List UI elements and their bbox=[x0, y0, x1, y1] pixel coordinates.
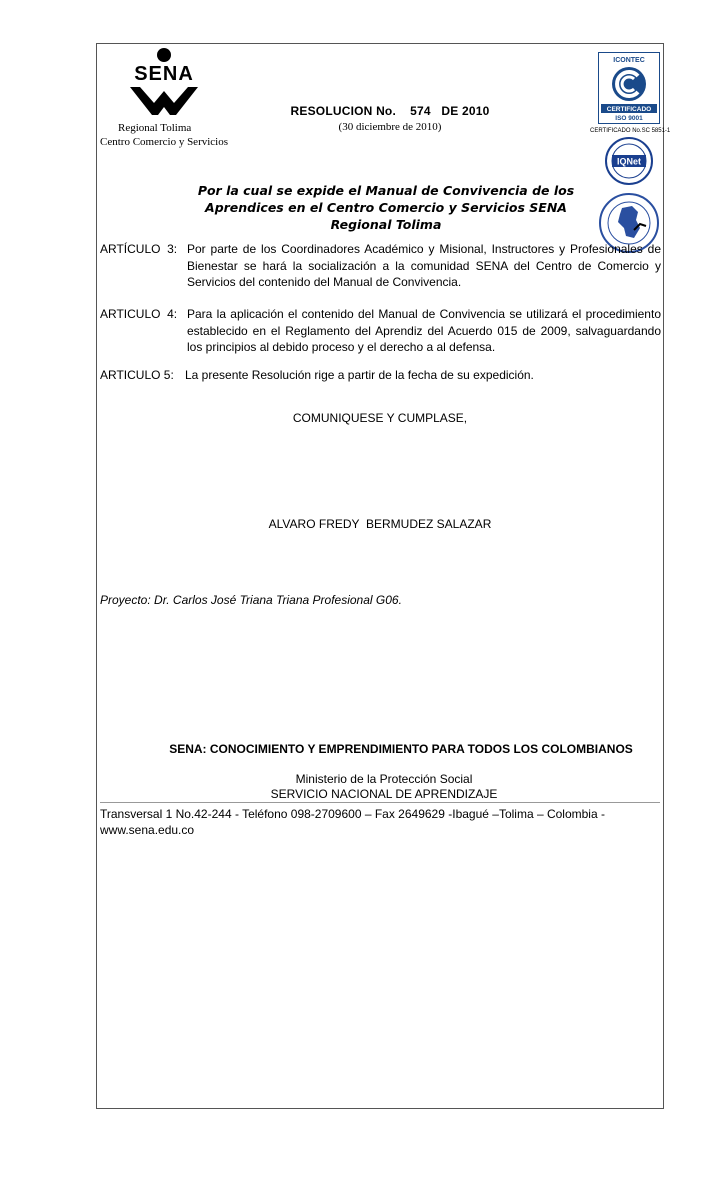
footer-institution bbox=[96, 772, 664, 802]
regional-block bbox=[100, 121, 240, 149]
svg-text:IQNet: IQNet bbox=[616, 156, 642, 167]
iqnet-logo-icon bbox=[600, 136, 658, 186]
svg-text:ICONTEC: ICONTEC bbox=[613, 57, 645, 64]
sena-logo-icon bbox=[124, 47, 204, 119]
article-label: ARTICULO 4: bbox=[100, 307, 178, 321]
resolution-subject bbox=[176, 182, 596, 233]
regional-label: Regional Tolima bbox=[118, 122, 192, 134]
ministerio-label: Ministerio de la Protección Social bbox=[295, 772, 473, 786]
article-4 bbox=[100, 306, 661, 356]
signer-name: ALVARO FREDY BERMUDEZ SALAZAR bbox=[268, 517, 492, 531]
prepared-by: Proyecto: Dr. Carlos José Triana Triana Profesional G06. bbox=[100, 593, 402, 607]
servicio-label: SERVICIO NACIONAL DE APRENDIZAJE bbox=[270, 787, 498, 801]
icontec-logo-icon bbox=[598, 52, 660, 124]
article-text: La presente Resolución rige a partir de la fecha de su expedición. bbox=[185, 368, 534, 382]
footer-address: Transversal 1 No.42-244 - Teléfono 098-2709600 – Fax 2649629 -Ibagué –Tolima – Colombia - www.sena.edu.co bbox=[100, 807, 605, 837]
certificate-number: CERTIFICADO No.SC 5851-1 bbox=[590, 128, 671, 134]
svg-text:CERTIFICADO: CERTIFICADO bbox=[606, 106, 652, 113]
subject-line-2: Aprendices en el Centro Comercio y Servicios SENA bbox=[205, 200, 567, 215]
closing-phrase: COMUNIQUESE Y CUMPLASE, bbox=[292, 411, 468, 425]
article-3 bbox=[100, 241, 661, 291]
article-5 bbox=[100, 367, 661, 385]
footer-divider bbox=[100, 802, 660, 803]
svg-text:ISO 9001: ISO 9001 bbox=[615, 115, 643, 122]
article-text: Por parte de los Coordinadores Académico y Misional, Instructores y Profesionales de Bienestar se hará la socialización a la comunidad SENA del Centro de Comercio y Servicios del contenido del Manual de Convivencia. bbox=[187, 242, 661, 289]
article-text: Para la aplicación el contenido del Manual de Convivencia se utilizará el procedimiento establecido en el Reglamento del Aprendiz del Acuerdo 015 de 2009, salvaguardando los principios al debido proceso y el derecho a al defensa. bbox=[187, 307, 661, 354]
footer-slogan: SENA: CONOCIMIENTO Y EMPRENDIMIENTO PARA TODOS LOS COLOMBIANOS bbox=[169, 742, 633, 756]
subject-line-3: Regional Tolima bbox=[330, 217, 442, 232]
sena-logo-text: SENA bbox=[134, 63, 194, 85]
subject-line-1: Por la cual se expide el Manual de Convivencia de los bbox=[197, 183, 575, 198]
centro-label: Centro Comercio y Servicios bbox=[100, 136, 229, 148]
resolution-date: (30 diciembre de 2010) bbox=[338, 121, 442, 133]
article-label: ARTICULO 5: bbox=[100, 368, 174, 382]
resolution-title: RESOLUCION No. 574 DE 2010 bbox=[290, 104, 490, 118]
article-label: ARTÍCULO 3: bbox=[100, 242, 178, 256]
